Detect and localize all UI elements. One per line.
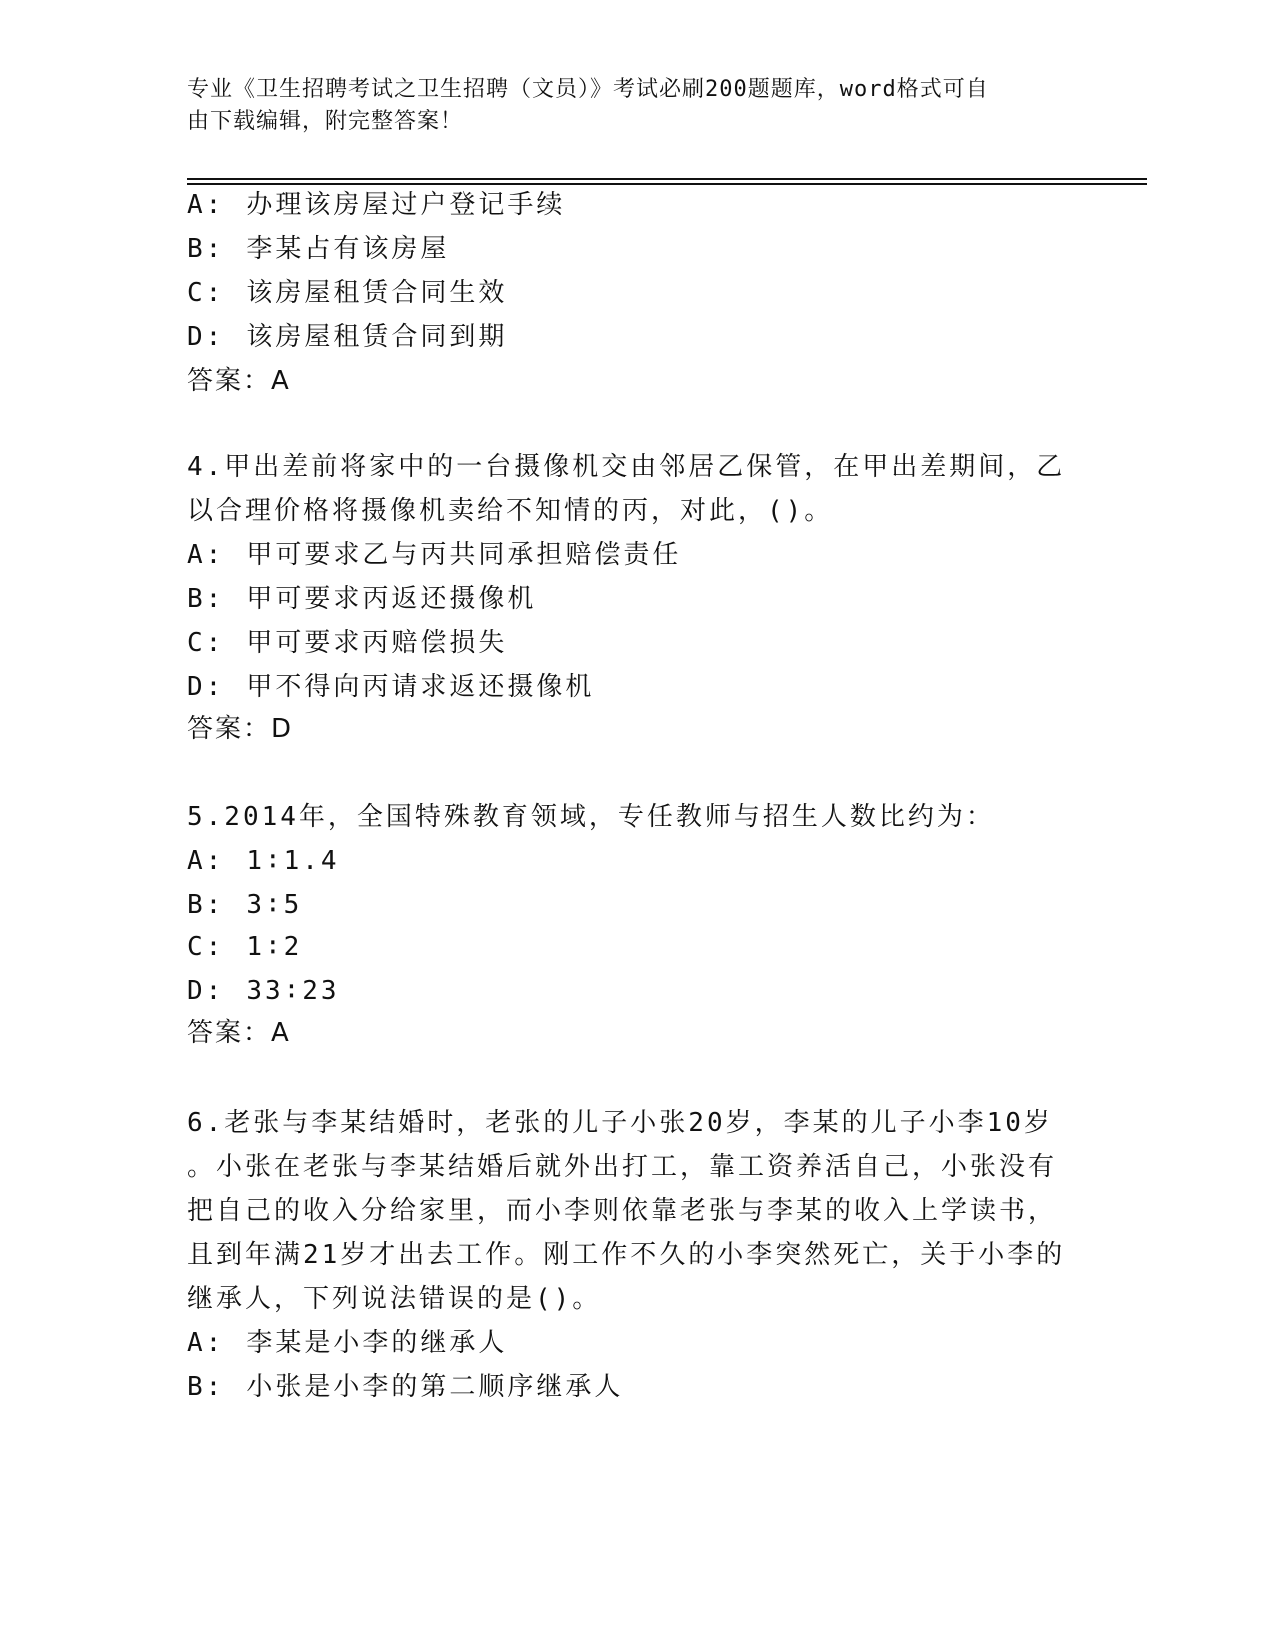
option-text: 甲可要求乙与丙共同承担赔偿责任: [246, 540, 682, 570]
option-key: D:: [187, 976, 225, 1006]
option-key: B:: [187, 234, 225, 264]
q4-option-a: [187, 538, 681, 572]
q5-answer: 答案：A: [187, 1018, 291, 1048]
q4-option-c: [187, 626, 507, 660]
option-key: D:: [187, 672, 225, 702]
q6-option-b: [187, 1370, 623, 1404]
option-key: B:: [187, 584, 225, 614]
option-text: 李某是小李的继承人: [246, 1328, 508, 1358]
option-text: 3∶5: [246, 890, 303, 920]
q4-answer: 答案：D: [187, 714, 294, 744]
q6-stem-line-4: 且到年满21岁才出去工作。刚工作不久的小李突然死亡，关于小李的: [187, 1240, 1066, 1270]
option-text: 33∶23: [246, 976, 340, 1006]
q4-stem-line-1: 4.甲出差前将家中的一台摄像机交由邻居乙保管，在甲出差期间，乙: [187, 452, 1066, 482]
q6-stem-line-5: 继承人，下列说法错误的是()。: [187, 1284, 602, 1314]
option-text: 1∶1.4: [246, 846, 340, 876]
q6-stem-line-3: 把自己的收入分给家里，而小李则依靠老张与李某的收入上学读书，: [187, 1196, 1058, 1226]
q4-stem-line-2: 以合理价格将摄像机卖给不知情的丙，对此，()。: [187, 496, 834, 526]
q6-option-a: [187, 1326, 507, 1360]
header-line-1: 专业《卫生招聘考试之卫生招聘（文员）》考试必刷200题题库，word格式可自: [187, 77, 989, 102]
option-key: B:: [187, 1372, 225, 1402]
header-divider-bottom: [187, 183, 1147, 185]
option-key: B:: [187, 890, 225, 920]
option-text: 1∶2: [246, 932, 303, 962]
q4-option-d: [187, 670, 594, 704]
q3-option-b: [187, 232, 449, 266]
q5-option-a: [187, 844, 340, 878]
option-key: C:: [187, 628, 225, 658]
document-header: [187, 74, 1067, 138]
q3-answer: 答案：A: [187, 366, 291, 396]
q4-option-b: [187, 582, 536, 616]
option-text: 李某占有该房屋: [246, 234, 450, 264]
q3-option-a: [187, 188, 565, 222]
q6-stem-line-2: 。小张在老张与李某结婚后就外出打工，靠工资养活自己，小张没有: [187, 1152, 1058, 1182]
q3-option-c: [187, 276, 507, 310]
option-key: A:: [187, 190, 225, 220]
option-key: C:: [187, 278, 225, 308]
option-text: 该房屋租赁合同生效: [246, 278, 508, 308]
option-key: A:: [187, 846, 225, 876]
header-divider-top: [187, 178, 1147, 180]
q5-option-c: [187, 930, 302, 964]
option-text: 甲可要求丙赔偿损失: [246, 628, 508, 658]
option-text: 甲可要求丙返还摄像机: [246, 584, 537, 614]
q5-option-b: [187, 888, 302, 922]
option-text: 办理该房屋过户登记手续: [246, 190, 566, 220]
q3-option-d: [187, 320, 507, 354]
option-text: 小张是小李的第二顺序继承人: [246, 1372, 624, 1402]
option-text: 该房屋租赁合同到期: [246, 322, 508, 352]
header-line-2: 由下载编辑，附完整答案！: [187, 109, 464, 134]
option-key: A:: [187, 540, 225, 570]
option-text: 甲不得向丙请求返还摄像机: [246, 672, 595, 702]
q5-stem-line-1: 5.2014年，全国特殊教育领域，专任教师与招生人数比约为：: [187, 802, 995, 832]
option-key: D:: [187, 322, 225, 352]
q6-stem-line-1: 6.老张与李某结婚时，老张的儿子小张20岁，李某的儿子小李10岁: [187, 1108, 1053, 1138]
q5-option-d: [187, 974, 340, 1008]
option-key: A:: [187, 1328, 225, 1358]
option-key: C:: [187, 932, 225, 962]
